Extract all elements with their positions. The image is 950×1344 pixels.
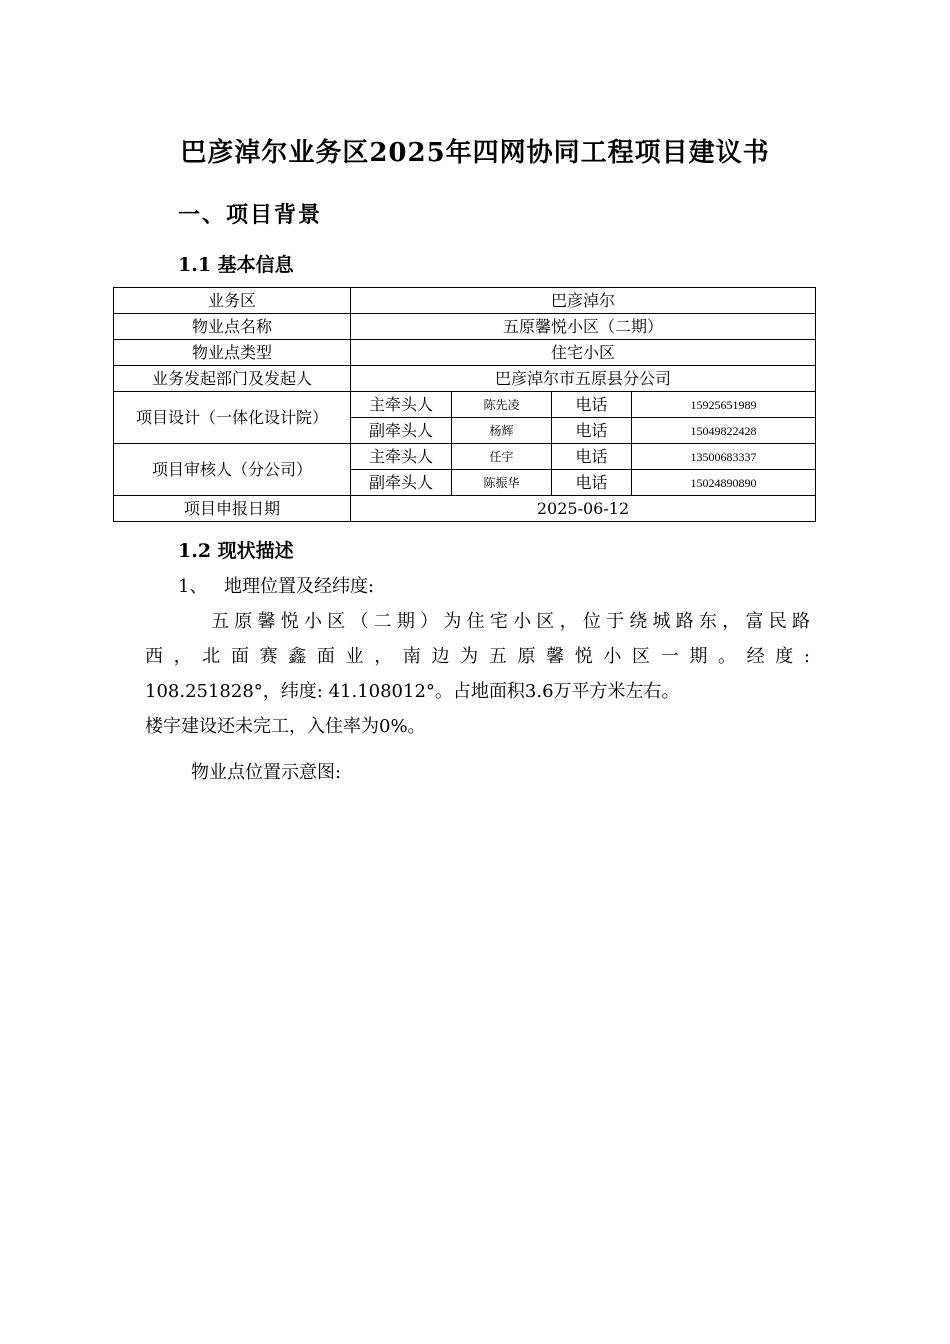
design-lead-role: 主牵头人 (351, 392, 452, 418)
design-lead-phone: 15925651989 (632, 392, 816, 418)
table-row (114, 288, 816, 314)
property-type-label: 物业点类型 (114, 340, 351, 366)
table-row (114, 340, 816, 366)
design-lead-name: 陈先凌 (452, 392, 552, 418)
paragraph-line: 五原馨悦小区（二期）为住宅小区，位于绕城路东，富民路 (211, 611, 810, 632)
table-row (114, 496, 816, 522)
item-label: 地理位置及经纬度: (224, 576, 375, 597)
paragraph-line: 108.251828°，纬度: 41.108012°。占地面积3.6万平方米左右。 (145, 681, 680, 702)
review-lead-phone: 13500683337 (632, 444, 816, 470)
review-deputy-phone: 15024890890 (632, 470, 816, 496)
document-title: 巴彦淖尔业务区2025年四网协同工程项目建议书 (180, 138, 770, 168)
item-number: 1、 (178, 576, 208, 597)
subsection-heading-basic-info: 1.1 基本信息 (178, 254, 294, 276)
review-lead-role: 主牵头人 (351, 444, 452, 470)
section-heading-background: 一、项目背景 (178, 202, 323, 228)
dept-value: 巴彦淖尔市五原县分公司 (351, 366, 816, 392)
review-deputy-role: 副牵头人 (351, 470, 452, 496)
business-area-value: 巴彦淖尔 (351, 288, 816, 314)
date-value: 2025-06-12 (351, 496, 816, 522)
table-row (114, 444, 816, 470)
map-caption: 物业点位置示意图: (191, 762, 342, 783)
basic-info-table (113, 287, 816, 522)
location-paragraph (145, 604, 810, 744)
design-deputy-phone: 15049822428 (632, 418, 816, 444)
review-label: 项目审核人（分公司） (114, 444, 351, 496)
design-deputy-phone-label: 电话 (552, 418, 632, 444)
table-row (114, 314, 816, 340)
design-lead-phone-label: 电话 (552, 392, 632, 418)
list-item (178, 572, 374, 598)
review-deputy-phone-label: 电话 (552, 470, 632, 496)
property-name-label: 物业点名称 (114, 314, 351, 340)
dept-label: 业务发起部门及发起人 (114, 366, 351, 392)
paragraph-line: 西，北面赛鑫面业，南边为五原馨悦小区一期。经度: (145, 646, 810, 667)
review-lead-phone-label: 电话 (552, 444, 632, 470)
property-name-value: 五原馨悦小区（二期） (351, 314, 816, 340)
paragraph-line: 楼宇建设还未完工，入住率为0%。 (145, 716, 426, 737)
review-deputy-name: 陈振华 (452, 470, 552, 496)
design-deputy-role: 副牵头人 (351, 418, 452, 444)
subsection-heading-status: 1.2 现状描述 (178, 540, 294, 562)
table-row (114, 366, 816, 392)
review-lead-name: 任宇 (452, 444, 552, 470)
property-type-value: 住宅小区 (351, 340, 816, 366)
date-label: 项目申报日期 (114, 496, 351, 522)
table-row (114, 392, 816, 418)
business-area-label: 业务区 (114, 288, 351, 314)
design-label: 项目设计（一体化设计院） (114, 392, 351, 444)
design-deputy-name: 杨辉 (452, 418, 552, 444)
